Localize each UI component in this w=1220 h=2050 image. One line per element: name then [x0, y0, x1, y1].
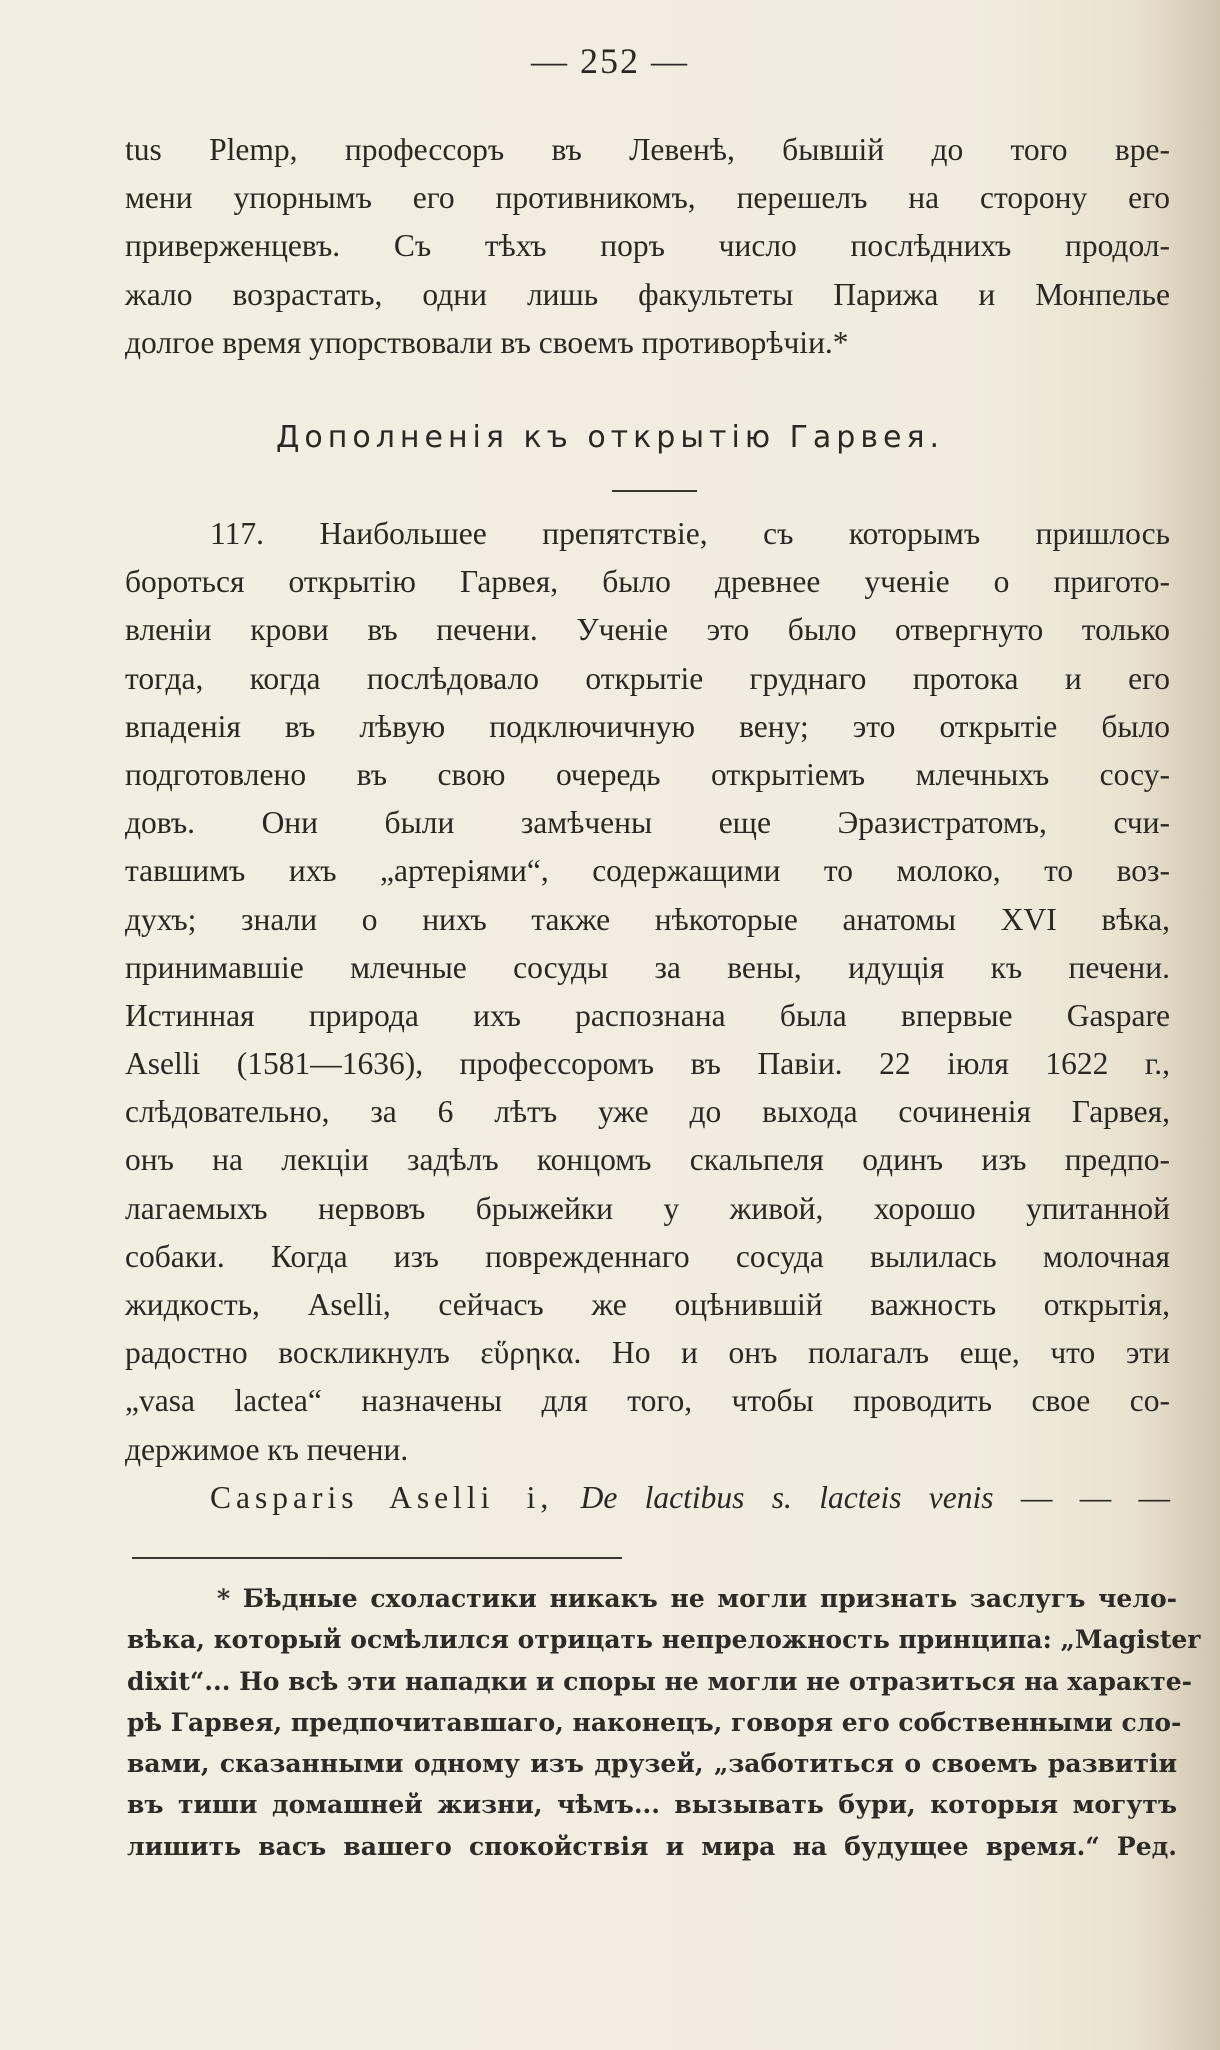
- footnote-divider: [132, 1557, 622, 1559]
- section-heading: Дополненія къ открытію Гарвея.: [275, 420, 945, 455]
- paragraph-117: [125, 510, 1170, 1522]
- text-line: слѣдовательно, за 6 лѣтъ уже до выхода сочиненія Гарвея,: [125, 1094, 1170, 1130]
- footnote-line: dixit“... Но всѣ эти нападки и споры не могли не отразиться на характе-: [127, 1666, 1193, 1696]
- text-line: тавшимъ ихъ „артеріями“, содержащими то молоко, то воз-: [125, 853, 1170, 889]
- footnote-line: вами, сказанными одному изъ друзей, „заботиться о своемъ развитіи: [127, 1749, 1177, 1779]
- text-line: „vasa lactea“ назначены для того, чтобы проводить свое со-: [125, 1383, 1170, 1419]
- reference-title: De lactibus s. lacteis venis: [580, 1479, 994, 1515]
- footnote-line: рѣ Гарвея, предпочитавшаго, наконецъ, говоря его собственными сло-: [127, 1707, 1182, 1737]
- text-line: принимавшіе млечные сосуды за вены, идущія къ печени.: [125, 949, 1170, 985]
- footnote-line: * Бѣдные схоластики никакъ не могли признать заслугъ чело-: [217, 1584, 1177, 1613]
- text-line: 117. Наибольшее препятствіе, съ которымъ пришлось: [210, 516, 1170, 551]
- text-line: долгое время упорствовали въ своемъ противорѣчіи.*: [125, 324, 849, 360]
- text-line: лагаемыхъ нервовъ брыжейки у живой, хорошо упитанной: [125, 1190, 1170, 1226]
- reference-author: Casparis Aselli i,: [210, 1479, 554, 1515]
- footnote-line: въ тиши домашней жизни, чѣмъ... вызывать бури, которыя могутъ: [127, 1790, 1177, 1820]
- text-line: довъ. Они были замѣчены еще Эразистратомъ, счи-: [125, 805, 1170, 841]
- text-line: жало возрастать, одни лишь факультеты Парижа и Монпелье: [125, 276, 1170, 312]
- text-line: тогда, когда послѣдовало открытіе груднаго протока и его: [125, 660, 1170, 696]
- text-line: держимое къ печени.: [125, 1431, 409, 1467]
- text-line: бороться открытію Гарвея, было древнее ученіе о пригото-: [125, 564, 1170, 600]
- reference-dashes: — — —: [1020, 1479, 1171, 1515]
- text-line: радостно воскликнулъ εὕρηκα. Но и онъ полагалъ еще, что эти: [125, 1335, 1170, 1371]
- text-line: вленіи крови въ печени. Ученіе это было отвергнуто только: [125, 612, 1170, 648]
- text-line: tus Plemp, профессоръ въ Левенѣ, бывшій до того вре-: [125, 132, 1170, 167]
- text-line: приверженцевъ. Съ тѣхъ поръ число послѣднихъ продол-: [125, 228, 1170, 264]
- footnote-line: вѣка, который осмѣлился отрицать непреложность принципа: „Magister: [127, 1625, 1201, 1655]
- text-line: Истинная природа ихъ распознана была впервые Gaspare: [125, 997, 1170, 1033]
- text-line: духъ; знали о нихъ также нѣкоторые анатомы XVI вѣка,: [125, 901, 1170, 937]
- text-line: впаденія въ лѣвую подключичную вену; это открытіе было: [125, 708, 1170, 744]
- heading-divider: [612, 490, 697, 492]
- text-line: собаки. Когда изъ поврежденнаго сосуда вылилась молочная: [125, 1238, 1170, 1274]
- text-line: мени упорнымъ его противникомъ, перешелъ на сторону его: [125, 180, 1170, 216]
- text-line: жидкость, Aselli, сейчасъ же оцѣнившій важность открытія,: [125, 1287, 1170, 1322]
- footnote-line: лишить васъ вашего спокойствія и мира на будущее время.“ Ред.: [127, 1831, 1177, 1861]
- reference-line: [125, 1474, 1170, 1522]
- footnote: [127, 1578, 1201, 1867]
- text-line: онъ на лекціи задѣлъ концомъ скальпеля одинъ изъ предпо-: [125, 1142, 1170, 1178]
- page-number: — 252 —: [531, 41, 689, 81]
- text-line: подготовлено въ свою очередь открытіемъ млечныхъ сосу-: [125, 756, 1170, 792]
- paragraph-continued: [125, 126, 1170, 367]
- text-line: Aselli (1581—1636), профессоромъ въ Павіи. 22 іюля 1622 г.,: [125, 1046, 1170, 1082]
